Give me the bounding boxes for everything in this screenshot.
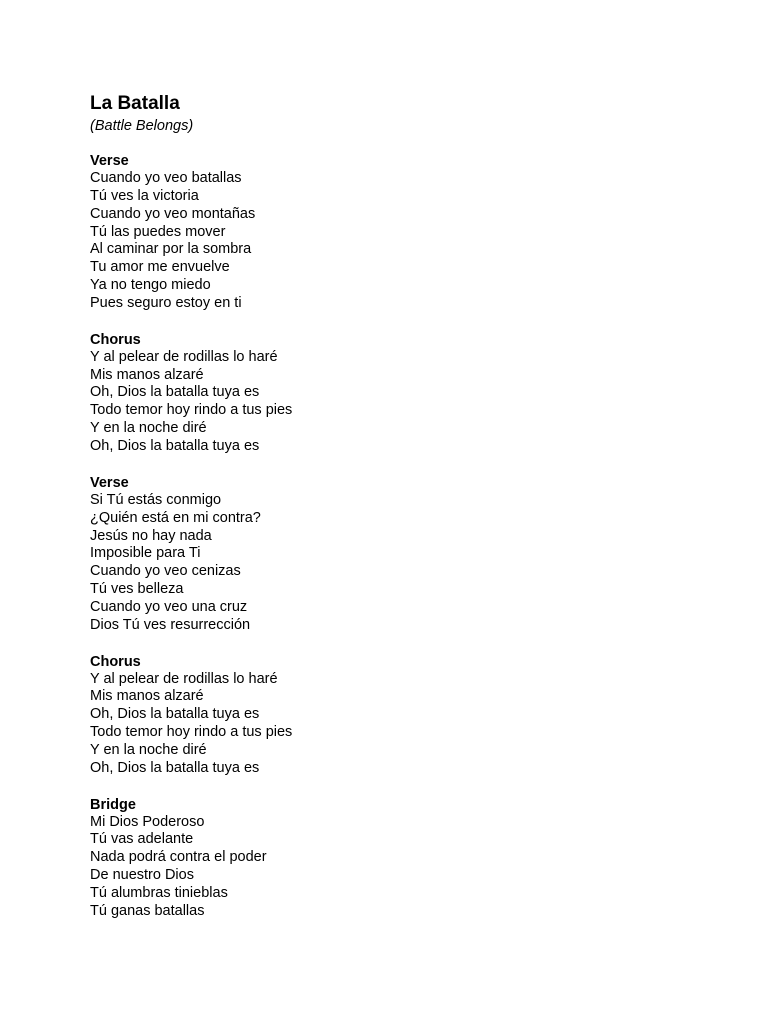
lyric-line: Oh, Dios la batalla tuya es <box>90 706 260 723</box>
section-heading: Bridge <box>90 796 136 813</box>
section-verse-2 <box>90 474 710 635</box>
section-heading: Chorus <box>90 331 141 348</box>
lyric-line: Tú ves belleza <box>90 581 184 598</box>
lyric-line: ¿Quién está en mi contra? <box>90 509 261 526</box>
lyric-line: Tú ganas batallas <box>90 902 205 919</box>
song-title: La Batalla <box>90 93 180 114</box>
section-chorus-1 <box>90 331 710 456</box>
lyrics-page <box>90 92 710 939</box>
lyric-line: Cuando yo veo montañas <box>90 205 256 222</box>
lyric-line: Al caminar por la sombra <box>90 241 252 258</box>
lyric-line: Oh, Dios la batalla tuya es <box>90 437 260 454</box>
lyric-line: Ya no tengo miedo <box>90 277 211 294</box>
lyric-line: Imposible para Ti <box>90 545 201 562</box>
lyric-line: Cuando yo veo batallas <box>90 170 242 186</box>
lyric-line: Tú vas adelante <box>90 831 194 848</box>
lyric-line: Todo temor hoy rindo a tus pies <box>90 402 293 419</box>
lyric-line: Mi Dios Poderoso <box>90 813 205 830</box>
lyric-line: Tu amor me envuelve <box>90 259 230 276</box>
lyric-line: Y en la noche diré <box>90 420 207 437</box>
lyric-line: Y al pelear de rodillas lo haré <box>90 670 278 687</box>
section-verse-1 <box>90 152 710 313</box>
song-subtitle: (Battle Belongs) <box>90 118 194 134</box>
lyric-line: Tú las puedes mover <box>90 223 226 240</box>
section-bridge <box>90 796 710 921</box>
lyric-line: Nada podrá contra el poder <box>90 849 267 866</box>
lyric-line: Todo temor hoy rindo a tus pies <box>90 724 293 741</box>
lyric-line: Tú ves la victoria <box>90 187 199 204</box>
lyric-line: Oh, Dios la batalla tuya es <box>90 384 260 401</box>
lyric-line: Cuando yo veo una cruz <box>90 598 248 615</box>
lyric-line: Tú alumbras tinieblas <box>90 885 228 901</box>
section-heading: Chorus <box>90 653 141 670</box>
lyric-line: Mis manos alzaré <box>90 688 204 705</box>
section-heading: Verse <box>90 153 129 169</box>
lyric-line: Cuando yo veo cenizas <box>90 563 241 580</box>
lyric-line: Y al pelear de rodillas lo haré <box>90 348 278 365</box>
section-chorus-2 <box>90 653 710 778</box>
lyric-line: Pues seguro estoy en ti <box>90 294 242 311</box>
lyric-line: Mis manos alzaré <box>90 366 204 383</box>
lyric-line: Oh, Dios la batalla tuya es <box>90 759 260 776</box>
lyric-line: Y en la noche diré <box>90 741 207 758</box>
lyric-line: Si Tú estás conmigo <box>90 491 222 508</box>
lyric-line: De nuestro Dios <box>90 867 194 884</box>
section-heading: Verse <box>90 474 129 491</box>
lyric-line: Dios Tú ves resurrección <box>90 616 251 633</box>
lyric-line: Jesús no hay nada <box>90 527 212 544</box>
